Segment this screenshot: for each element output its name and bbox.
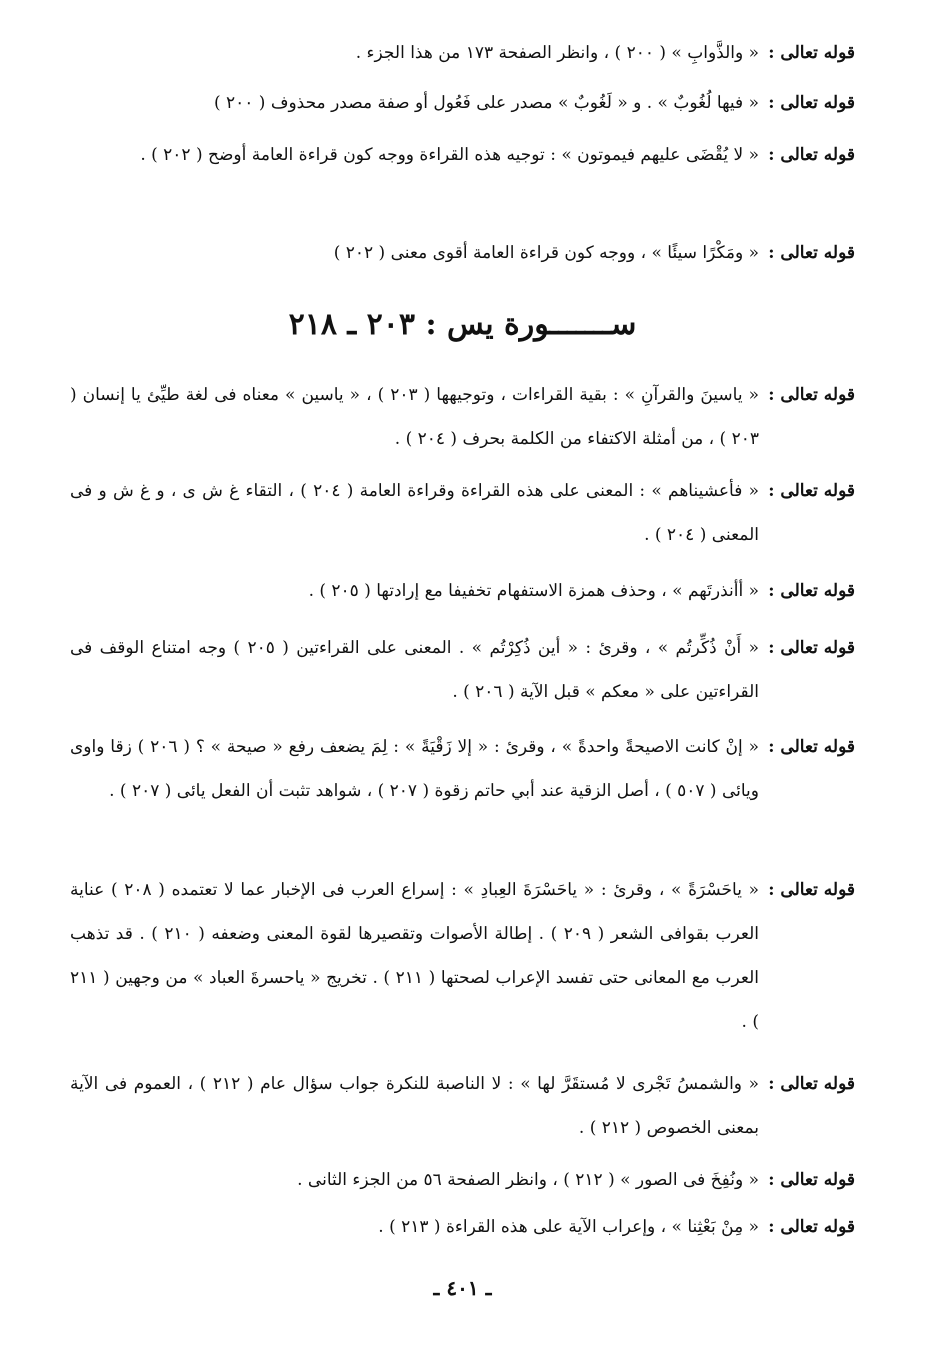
index-entry [70,626,855,714]
section-title: ســـــــورة يس : ٢٠٣ ـ ٢١٨ [288,307,637,342]
entry-text: « مِنْ بَعْثِنا » ، وإعراب الآية على هذه القراءة ( ٢١٣ ) . [378,1217,759,1237]
entry-label: قوله تعالى : [768,93,855,113]
entry-text: « أأنذرتَهم » ، وحذف همزة الاستفهام تخفيفا مع إرادتها ( ٢٠٥ ) . [308,581,759,601]
index-entry [70,31,855,75]
index-entry [70,469,855,557]
entry-text: « أَنْ ذُكِّرتُم » ، وقرئ : « أين ذُكِرْتُم » . المعنى على القراءتين ( ٢٠٥ ) وجه امتناع الوقف فى القراءتين على « معكم » قبل الآية ( ٢٠٦ ) . [70,638,759,702]
entry-label: قوله تعالى : [768,880,855,900]
entry-text: « فأعشيناهم » : المعنى على هذه القراءة وقراءة العامة ( ٢٠٤ ) ، التقاء غ ش ى ، و غ ش و فى المعنى ( ٢٠٤ ) . [70,481,759,545]
entry-label: قوله تعالى : [768,581,855,601]
entry-text: « ياسينَ والقرآنِ » : بقية القراءات ، وتوجيهها ( ٢٠٣ ) ، « ياسين » معناه فى لغة طيِّئ يا إنسان ( ٢٠٣ ) ، من أمثلة الاكتفاء من الكلمة بحرف ( ٢٠٤ ) . [70,385,759,449]
entry-label: قوله تعالى : [768,481,855,501]
entry-label: قوله تعالى : [768,145,855,165]
index-entry [70,373,855,461]
index-entry [70,1158,855,1202]
entry-label: قوله تعالى : [768,385,855,405]
entry-text: « ياحَسْرَةً » ، وقرئ : « ياحَسْرَةَ العِبادِ » : إسراع العرب فى الإخبار عما لا تعتمده ( ٢٠٨ ) عناية العرب بقوافى الشعر ( ٢٠٩ ) . إطالة الأصوات وتقصيرها لقوة المعنى وضعفه ( ٢١٠ ) . قد تذهب العرب مع المعانى حتى تفسد الإعراب لصحتها ( ٢١١ ) . تخريج « ياحسرةَ العباد » من وجهين ( ٢١١ ) . [70,880,759,1032]
entry-label: قوله تعالى : [768,737,855,757]
index-entry [70,133,855,177]
entry-text: « ومَكْرًا سيئًا » ، ووجه كون قراءة العامة أقوى معنى ( ٢٠٢ ) [333,243,759,263]
index-entry [70,725,855,813]
entry-text: « إنْ كانت الاصيحةً واحدةً » ، وقرئ : « إلا زَقْيَةً » : لِمَ يضعف رفع « صيحة » ؟ ( ٢٠٦ ) زقا واوى ويائى ( ٥٠٧ ) ، أصل الزقية عند أبي حاتم زقوة ( ٢٠٧ ) ، شواهد تثبت أن الفعل يائى ( ٢٠٧ ) . [70,737,759,801]
index-entry [70,868,855,1044]
entry-label: قوله تعالى : [768,638,855,658]
entry-text: « لا يُقْضَى عليهم فيموتون » : توجيه هذه القراءة ووجه كون قراءة العامة أوضح ( ٢٠٢ ) . [140,145,759,165]
entry-label: قوله تعالى : [768,243,855,263]
index-entry [70,569,855,613]
entry-text: « والشمسُ تَجْرى لا مُستقَرَّ لها » : لا الناصبة للنكرة جواب سؤال عام ( ٢١٢ ) ، العموم فى الآية بمعنى الخصوص ( ٢١٢ ) . [70,1074,759,1138]
entry-text: « والذَّوابِ » ( ٢٠٠ ) ، وانظر الصفحة ١٧٣ من هذا الجزء . [355,43,759,63]
entry-text: « ونُفِخَ فى الصور » ( ٢١٢ ) ، وانظر الصفحة ٥٦ من الجزء الثانى . [297,1170,759,1190]
entry-text: « فيها لُغُوبٌ » . و « لَغُوبٌ » مصدر على فَعُول أو صفة مصدر محذوف ( ٢٠٠ ) [213,93,759,113]
index-entry [70,81,855,125]
index-entry [70,1062,855,1150]
index-entry [70,231,855,275]
index-entry [70,1205,855,1249]
page-number: ـ ٤٠١ ـ [433,1276,492,1300]
entry-label: قوله تعالى : [768,1217,855,1237]
entry-label: قوله تعالى : [768,1170,855,1190]
entry-label: قوله تعالى : [768,43,855,63]
entry-label: قوله تعالى : [768,1074,855,1094]
